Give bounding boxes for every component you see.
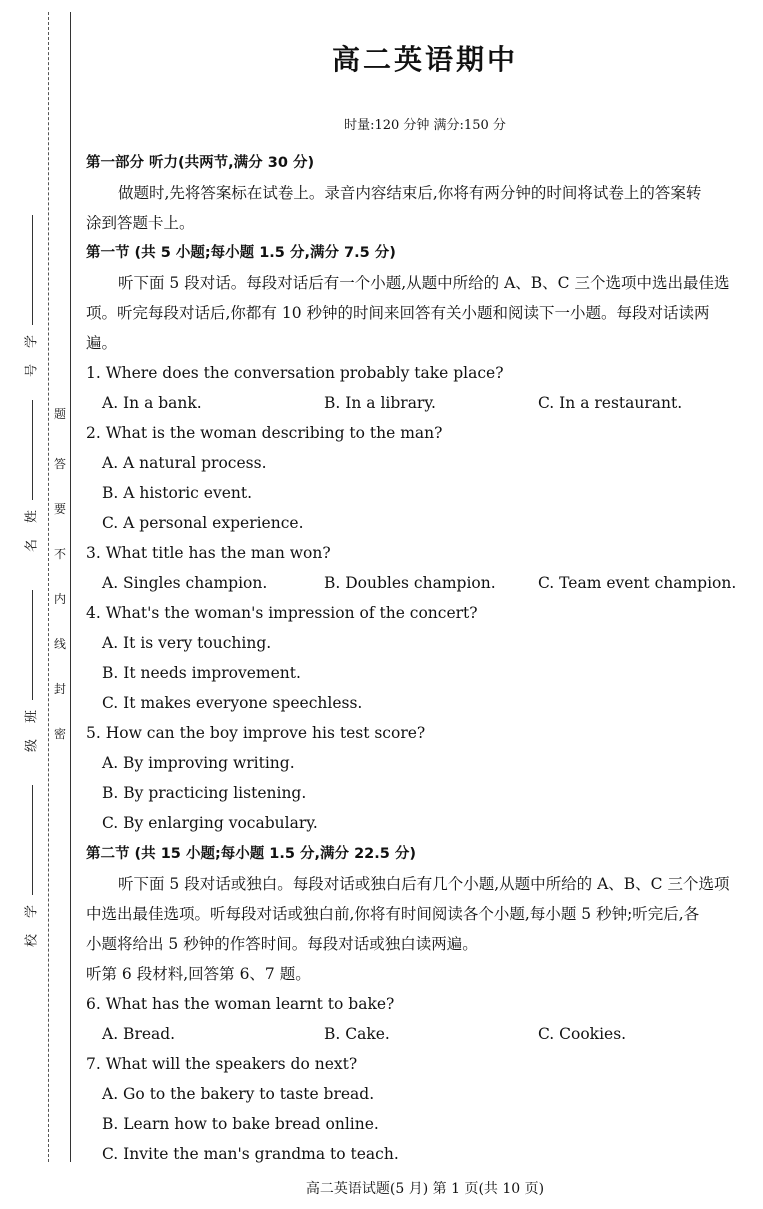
seal-char: 线 bbox=[53, 637, 66, 651]
part1-intro: 涂到答题卡上。 bbox=[86, 214, 195, 232]
option-b: B. In a library. bbox=[324, 394, 436, 412]
name-label: 姓 名 bbox=[24, 510, 40, 553]
section1-intro: 遍。 bbox=[86, 334, 118, 352]
school-label: 学 校 bbox=[24, 905, 40, 948]
option-c: C. It makes everyone speechless. bbox=[102, 694, 363, 712]
margin-solid-line bbox=[70, 12, 71, 1162]
seal-char: 不 bbox=[53, 547, 66, 561]
option-a: A. It is very touching. bbox=[102, 634, 272, 652]
question-stem: 1. Where does the conversation probably take place? bbox=[86, 364, 504, 382]
option-c: C. Team event champion. bbox=[538, 574, 737, 592]
question-stem: 4. What's the woman's impression of the concert? bbox=[86, 604, 478, 622]
option-b: B. By practicing listening. bbox=[102, 784, 307, 802]
option-a: A. In a bank. bbox=[102, 394, 202, 412]
seal-char: 答 bbox=[53, 457, 66, 471]
part1-heading: 第一部分 听力(共两节,满分 30 分) bbox=[86, 155, 315, 171]
class-label: 班 级 bbox=[24, 710, 40, 753]
option-a: A. Bread. bbox=[102, 1025, 176, 1043]
option-c: C. Invite the man's grandma to teach. bbox=[102, 1145, 399, 1163]
seal-char: 密 bbox=[53, 727, 66, 741]
seal-char: 题 bbox=[53, 407, 66, 421]
section2-intro: 听下面 5 段对话或独白。每段对话或独白后有几个小题,从题中所给的 A、B、C 三个选项 bbox=[118, 875, 730, 893]
option-c: C. By enlarging vocabulary. bbox=[102, 814, 318, 832]
seal-char: 要 bbox=[53, 502, 66, 516]
question-stem: 2. What is the woman describing to the man? bbox=[86, 424, 443, 442]
section2-intro: 小题将给出 5 秒钟的作答时间。每段对话或独白读两遍。 bbox=[86, 935, 478, 953]
exam-meta: 时量:120 分钟 满分:150 分 bbox=[344, 118, 506, 133]
binding-margin bbox=[0, 0, 78, 1209]
option-b: B. It needs improvement. bbox=[102, 664, 301, 682]
option-b: B. A historic event. bbox=[102, 484, 253, 502]
option-b: B. Cake. bbox=[324, 1025, 390, 1043]
question-stem: 6. What has the woman learnt to bake? bbox=[86, 995, 395, 1013]
page-footer: 高二英语试题(5 月) 第 1 页(共 10 页) bbox=[305, 1181, 545, 1197]
section2-heading: 第二节 (共 15 小题;每小题 1.5 分,满分 22.5 分) bbox=[86, 846, 417, 862]
page-title: 高二英语期中 bbox=[331, 43, 518, 76]
option-c: C. A personal experience. bbox=[102, 514, 304, 532]
student-id-label: 学 号 bbox=[24, 335, 40, 378]
option-a: A. A natural process. bbox=[102, 454, 267, 472]
section1-intro: 听下面 5 段对话。每段对话后有一个小题,从题中所给的 A、B、C 三个选项中选出最佳选 bbox=[118, 274, 730, 292]
question-stem: 7. What will the speakers do next? bbox=[86, 1055, 358, 1073]
option-c: C. Cookies. bbox=[538, 1025, 627, 1043]
option-a: A. Singles champion. bbox=[102, 574, 268, 592]
part1-intro: 做题时,先将答案标在试卷上。录音内容结束后,你将有两分钟的时间将试卷上的答案转 bbox=[118, 184, 702, 202]
option-a: A. By improving writing. bbox=[102, 754, 295, 772]
question-stem: 3. What title has the man won? bbox=[86, 544, 331, 562]
question-stem: 5. How can the boy improve his test score? bbox=[86, 724, 426, 742]
seal-dashed-line bbox=[48, 12, 49, 1162]
option-b: B. Doubles champion. bbox=[324, 574, 496, 592]
section1-heading: 第一节 (共 5 小题;每小题 1.5 分,满分 7.5 分) bbox=[86, 245, 396, 261]
material-instruction: 听第 6 段材料,回答第 6、7 题。 bbox=[86, 965, 311, 983]
section1-intro: 项。听完每段对话后,你都有 10 秒钟的时间来回答有关小题和阅读下一小题。每段对话读两 bbox=[86, 304, 710, 322]
option-c: C. In a restaurant. bbox=[538, 394, 683, 412]
option-a: A. Go to the bakery to taste bread. bbox=[102, 1085, 375, 1103]
seal-char: 封 bbox=[53, 682, 66, 696]
option-b: B. Learn how to bake bread online. bbox=[102, 1115, 379, 1133]
section2-intro: 中选出最佳选项。听每段对话或独白前,你将有时间阅读各个小题,每小题 5 秒钟;听完后,各 bbox=[86, 905, 700, 923]
seal-char: 内 bbox=[53, 592, 66, 606]
